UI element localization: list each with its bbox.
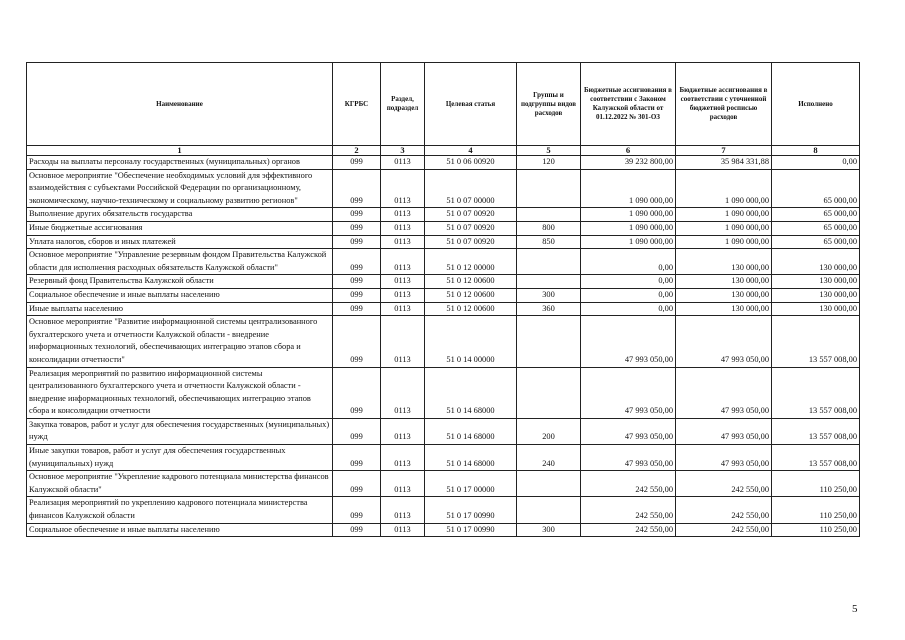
row-kgrbs: 099: [333, 316, 381, 367]
row-executed: 65 000,00: [772, 169, 860, 208]
column-number: 2: [333, 146, 381, 156]
row-target: 51 0 07 00920: [425, 208, 517, 222]
table-row: [27, 169, 860, 208]
row-target: 51 0 07 00000: [425, 169, 517, 208]
table-row: [27, 445, 860, 471]
row-kgrbs: 099: [333, 169, 381, 208]
row-expense-group: 360: [517, 302, 581, 316]
row-executed: 130 000,00: [772, 288, 860, 302]
row-section: 0113: [381, 497, 425, 523]
row-section: 0113: [381, 288, 425, 302]
row-name: Социальное обеспечение и иные выплаты населению: [27, 288, 333, 302]
row-section: 0113: [381, 235, 425, 249]
row-refined-budget: 35 984 331,88: [676, 156, 772, 170]
header-name: Наименование: [27, 63, 333, 146]
row-section: 0113: [381, 208, 425, 222]
table-row: [27, 523, 860, 537]
column-number: 1: [27, 146, 333, 156]
row-section: 0113: [381, 275, 425, 289]
table-row: [27, 418, 860, 444]
row-executed: 130 000,00: [772, 249, 860, 275]
row-refined-budget: 47 993 050,00: [676, 418, 772, 444]
row-expense-group: 200: [517, 418, 581, 444]
row-executed: 65 000,00: [772, 208, 860, 222]
header-target: Целевая статья: [425, 63, 517, 146]
row-law-budget: 0,00: [581, 288, 676, 302]
table-row: [27, 302, 860, 316]
row-law-budget: 1 090 000,00: [581, 235, 676, 249]
row-section: 0113: [381, 523, 425, 537]
row-refined-budget: 130 000,00: [676, 288, 772, 302]
row-refined-budget: 130 000,00: [676, 275, 772, 289]
row-name: Реализация мероприятий по укреплению кадрового потенциала министерства финансов Калужской области: [27, 497, 333, 523]
row-kgrbs: 099: [333, 275, 381, 289]
row-name: Реализация мероприятий по развитию информационной системы централизованного бухгалтерского учета и отчетности Калужской области - внедрение информационных технологий, обеспечивающих интеграцию этапов сбора и консолидации отчетности: [27, 367, 333, 418]
row-law-budget: 47 993 050,00: [581, 445, 676, 471]
row-name: Основное мероприятие "Управление резервным фондом Правительства Калужской области для исполнения расходных обязательств Калужской области": [27, 249, 333, 275]
row-refined-budget: 1 090 000,00: [676, 221, 772, 235]
row-expense-group: [517, 367, 581, 418]
row-section: 0113: [381, 471, 425, 497]
row-refined-budget: 1 090 000,00: [676, 208, 772, 222]
row-executed: 0,00: [772, 156, 860, 170]
table-row: [27, 316, 860, 367]
row-expense-group: [517, 169, 581, 208]
row-executed: 65 000,00: [772, 221, 860, 235]
row-kgrbs: 099: [333, 497, 381, 523]
row-law-budget: 1 090 000,00: [581, 208, 676, 222]
row-target: 51 0 06 00920: [425, 156, 517, 170]
row-executed: 65 000,00: [772, 235, 860, 249]
table-row: [27, 471, 860, 497]
column-number-row: [27, 146, 860, 156]
row-refined-budget: 130 000,00: [676, 302, 772, 316]
row-executed: 110 250,00: [772, 497, 860, 523]
table-row: [27, 156, 860, 170]
table-row: [27, 208, 860, 222]
row-expense-group: [517, 275, 581, 289]
row-kgrbs: 099: [333, 288, 381, 302]
row-section: 0113: [381, 249, 425, 275]
table-row: [27, 235, 860, 249]
row-expense-group: 850: [517, 235, 581, 249]
row-kgrbs: 099: [333, 445, 381, 471]
row-name: Уплата налогов, сборов и иных платежей: [27, 235, 333, 249]
header-executed: Исполнено: [772, 63, 860, 146]
row-kgrbs: 099: [333, 249, 381, 275]
row-name: Расходы на выплаты персоналу государственных (муниципальных) органов: [27, 156, 333, 170]
row-law-budget: 0,00: [581, 275, 676, 289]
row-section: 0113: [381, 169, 425, 208]
row-kgrbs: 099: [333, 471, 381, 497]
row-kgrbs: 099: [333, 302, 381, 316]
row-name: Основное мероприятие "Укрепление кадрового потенциала министерства финансов Калужской области": [27, 471, 333, 497]
row-executed: 110 250,00: [772, 523, 860, 537]
row-target: 51 0 07 00920: [425, 221, 517, 235]
row-kgrbs: 099: [333, 208, 381, 222]
row-law-budget: 242 550,00: [581, 523, 676, 537]
row-target: 51 0 12 00600: [425, 275, 517, 289]
row-refined-budget: 1 090 000,00: [676, 169, 772, 208]
row-executed: 13 557 008,00: [772, 445, 860, 471]
row-kgrbs: 099: [333, 235, 381, 249]
row-refined-budget: 242 550,00: [676, 497, 772, 523]
row-refined-budget: 130 000,00: [676, 249, 772, 275]
row-target: 51 0 17 00990: [425, 497, 517, 523]
column-number: 6: [581, 146, 676, 156]
row-target: 51 0 12 00000: [425, 249, 517, 275]
row-kgrbs: 099: [333, 367, 381, 418]
row-law-budget: 242 550,00: [581, 497, 676, 523]
row-name: Основное мероприятие "Развитие информационной системы централизованного бухгалтерского учета и отчетности Калужской области - внедрение информационных технологий, обеспечивающих интеграцию этапов сбора и консолидации отчетности": [27, 316, 333, 367]
row-executed: 13 557 008,00: [772, 316, 860, 367]
row-name: Иные бюджетные ассигнования: [27, 221, 333, 235]
row-target: 51 0 07 00920: [425, 235, 517, 249]
row-expense-group: 300: [517, 523, 581, 537]
row-section: 0113: [381, 156, 425, 170]
row-law-budget: 47 993 050,00: [581, 418, 676, 444]
row-target: 51 0 14 68000: [425, 367, 517, 418]
row-section: 0113: [381, 302, 425, 316]
row-target: 51 0 17 00990: [425, 523, 517, 537]
column-number: 8: [772, 146, 860, 156]
row-section: 0113: [381, 316, 425, 367]
row-law-budget: 47 993 050,00: [581, 316, 676, 367]
row-executed: 130 000,00: [772, 275, 860, 289]
row-expense-group: [517, 249, 581, 275]
header-expense-group: Группы и подгруппы видов расходов: [517, 63, 581, 146]
header-kgrbs: КГРБС: [333, 63, 381, 146]
table-row: [27, 497, 860, 523]
row-target: 51 0 14 68000: [425, 445, 517, 471]
table-body: [27, 156, 860, 537]
row-target: 51 0 12 00600: [425, 288, 517, 302]
table-header-row: [27, 63, 860, 146]
table-row: [27, 249, 860, 275]
row-kgrbs: 099: [333, 418, 381, 444]
header-law-budget: Бюджетные ассигнования в соответствии с Законом Калужской области от 01.12.2022 № 301-ОЗ: [581, 63, 676, 146]
row-refined-budget: 47 993 050,00: [676, 316, 772, 367]
row-refined-budget: 47 993 050,00: [676, 367, 772, 418]
row-section: 0113: [381, 367, 425, 418]
row-expense-group: 120: [517, 156, 581, 170]
row-law-budget: 1 090 000,00: [581, 221, 676, 235]
row-law-budget: 242 550,00: [581, 471, 676, 497]
row-expense-group: 800: [517, 221, 581, 235]
row-name: Основное мероприятие "Обеспечение необходимых условий для эффективного взаимодействия с субъектами Российской Федерации по организационному, экономическому, научно-техническому и социальному развитию регионов": [27, 169, 333, 208]
budget-table: [26, 62, 860, 537]
column-number: 4: [425, 146, 517, 156]
row-refined-budget: 1 090 000,00: [676, 235, 772, 249]
row-section: 0113: [381, 221, 425, 235]
row-name: Социальное обеспечение и иные выплаты населению: [27, 523, 333, 537]
page-number: 5: [852, 603, 858, 615]
row-expense-group: 300: [517, 288, 581, 302]
row-executed: 110 250,00: [772, 471, 860, 497]
row-law-budget: 0,00: [581, 249, 676, 275]
table-row: [27, 367, 860, 418]
row-target: 51 0 14 68000: [425, 418, 517, 444]
row-expense-group: [517, 471, 581, 497]
header-section: Раздел, подраздел: [381, 63, 425, 146]
row-section: 0113: [381, 418, 425, 444]
row-refined-budget: 47 993 050,00: [676, 445, 772, 471]
row-refined-budget: 242 550,00: [676, 523, 772, 537]
row-expense-group: [517, 316, 581, 367]
row-name: Закупка товаров, работ и услуг для обеспечения государственных (муниципальных) нужд: [27, 418, 333, 444]
row-law-budget: 39 232 800,00: [581, 156, 676, 170]
row-name: Выполнение других обязательств государства: [27, 208, 333, 222]
column-number: 5: [517, 146, 581, 156]
row-law-budget: 0,00: [581, 302, 676, 316]
row-kgrbs: 099: [333, 523, 381, 537]
row-target: 51 0 12 00600: [425, 302, 517, 316]
row-name: Резервный фонд Правительства Калужской области: [27, 275, 333, 289]
row-expense-group: [517, 497, 581, 523]
header-refined-budget: Бюджетные ассигнования в соответствии с уточненной бюджетной росписью расходов: [676, 63, 772, 146]
row-name: Иные закупки товаров, работ и услуг для обеспечения государственных (муниципальных) нужд: [27, 445, 333, 471]
row-executed: 13 557 008,00: [772, 418, 860, 444]
table-row: [27, 275, 860, 289]
table-row: [27, 288, 860, 302]
row-expense-group: [517, 208, 581, 222]
row-kgrbs: 099: [333, 221, 381, 235]
row-target: 51 0 17 00000: [425, 471, 517, 497]
column-number: 3: [381, 146, 425, 156]
table-row: [27, 221, 860, 235]
row-expense-group: 240: [517, 445, 581, 471]
row-kgrbs: 099: [333, 156, 381, 170]
row-section: 0113: [381, 445, 425, 471]
column-number: 7: [676, 146, 772, 156]
row-law-budget: 1 090 000,00: [581, 169, 676, 208]
row-executed: 13 557 008,00: [772, 367, 860, 418]
row-target: 51 0 14 00000: [425, 316, 517, 367]
row-refined-budget: 242 550,00: [676, 471, 772, 497]
row-name: Иные выплаты населению: [27, 302, 333, 316]
row-executed: 130 000,00: [772, 302, 860, 316]
row-law-budget: 47 993 050,00: [581, 367, 676, 418]
